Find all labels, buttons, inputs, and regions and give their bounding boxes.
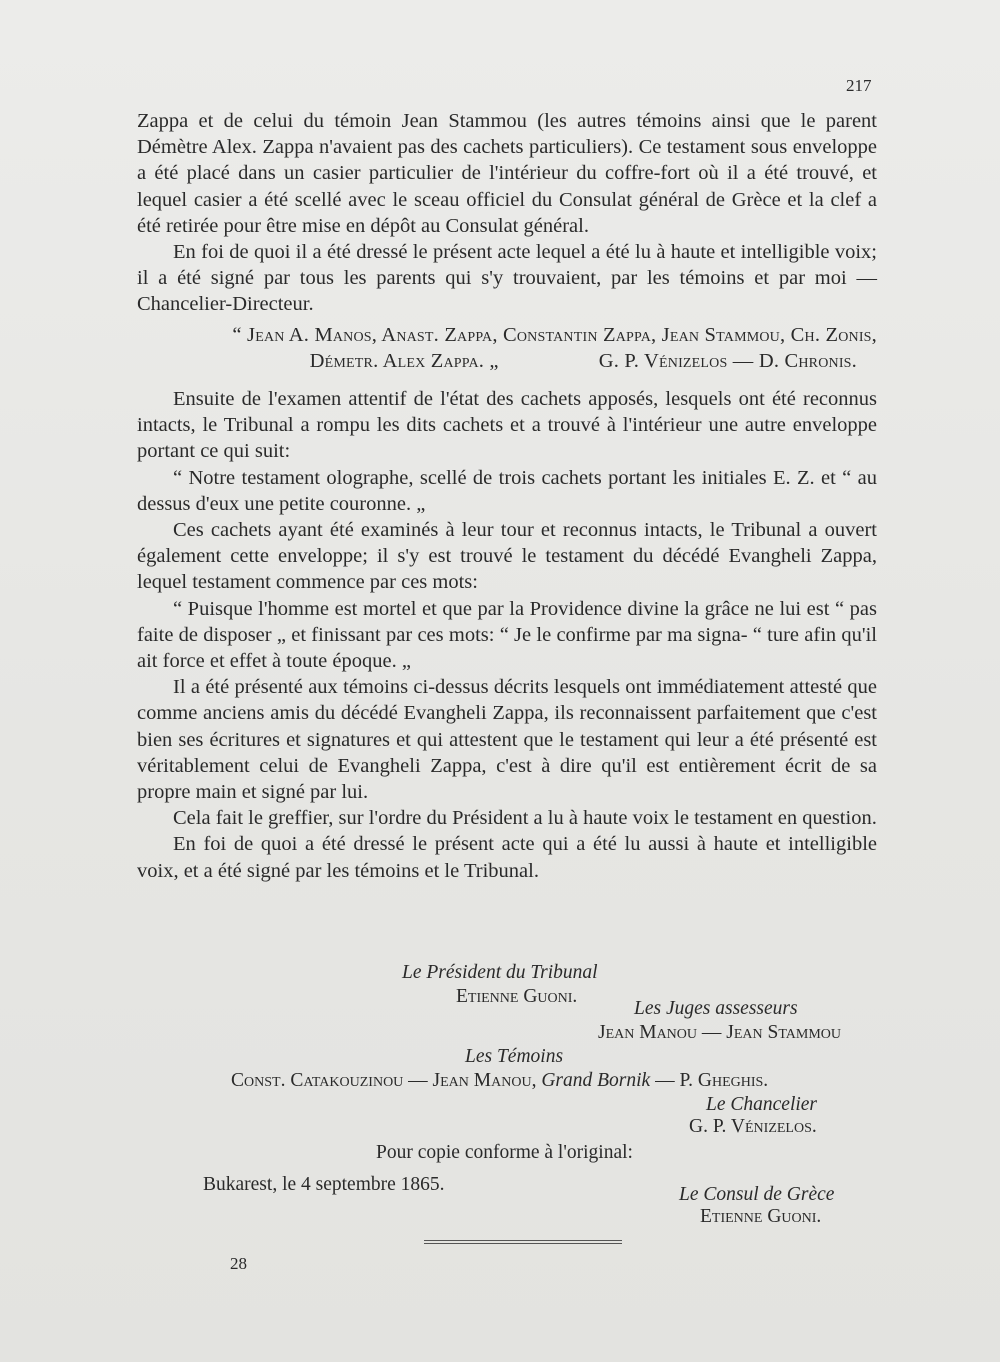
president-name: Etienne Guoni.: [456, 986, 578, 1007]
quotation: “ Puisque l'homme est mortel et que par la Providence divine la grâce ne lui est “ pas faite de disposer „ et finissant par ces mots: “ Je le confirme par ma signa- “ ture afin qu'il ait force et effet à toute époque. „: [137, 597, 877, 673]
paragraph: Il a été présenté aux témoins ci-dessus décrits lesquels ont immédiatement attesté que comme anciens amis du décédé Evangheli Zappa, ils reconnaissent parfaitement que c'est bien ses écritures et signatures et qui attestent que le testament qui leur a été présenté est véritablement celui de Evangheli Zappa, c'est à dire qu'il est entièrement écrit de sa propre main et signé par lui.: [137, 676, 877, 804]
signature-line: “ Jean A. Manos, Anast. Zappa, Constantin Zappa, Jean Stammou, Ch. Zonis,: [232, 323, 877, 346]
page-number: 217: [846, 76, 872, 95]
witnesses-names-part: — P. Gheghis.: [655, 1070, 769, 1091]
witnesses-names: [231, 1070, 768, 1092]
chancellor-title: Le Chancelier: [706, 1094, 818, 1115]
closing-rule: [424, 1240, 622, 1244]
paragraph: Ces cachets ayant été examinés à leur tour et reconnus intacts, le Tribunal a ouvert également cette enveloppe; il s'y est trouvé le testament du décédé Evangheli Zappa, lequel testament commence par ces mots:: [137, 519, 877, 594]
consul-title: Le Consul de Grèce: [679, 1184, 835, 1205]
signature-line: Démetr. Alex Zappa. „: [309, 349, 499, 372]
witnesses-names-part: Grand Bornik: [541, 1070, 651, 1091]
witnesses-title: Les Témoins: [465, 1046, 564, 1067]
paragraph: En foi de quoi a été dressé le présent acte qui a été lu aussi à haute et intelligible voix, et a été signé par les témoins et le Tribunal.: [137, 833, 877, 882]
president-title: Le Président du Tribunal: [402, 962, 598, 983]
witnesses-names-part: Const. Catakouzinou — Jean Manou,: [231, 1070, 537, 1091]
paragraph: Zappa et de celui du témoin Jean Stammou (les autres témoins ainsi que le parent Démètre Alex. Zappa n'avaient pas des cachets particuliers). Ce testament sous enveloppe a été placé dans un casier particulier de l'intérieur du coffre-fort où il a été trouvé, et lequel casier a été scellé avec le sceau officiel du Consulat général de Grèce et la clef a été retirée pour être mise en dépôt au Consulat général.: [137, 110, 877, 237]
paragraph: En foi de quoi il a été dressé le présent acte lequel a été lu à haute et intelligible voix; il a été signé par tous les parents qui s'y trouvaient, par les témoins et par moi — Chancelier-Directeur.: [137, 241, 877, 316]
paragraph: Cela fait le greffier, sur l'ordre du Président a lu à haute voix le testament en question.: [173, 807, 877, 830]
document-body: [137, 108, 877, 884]
signature-line: G. P. Vénizelos — D. Chronis.: [598, 349, 857, 372]
place-date: Bukarest, le 4 septembre 1865.: [203, 1174, 445, 1195]
judges-names: Jean Manou — Jean Stammou: [598, 1022, 842, 1043]
judges-title: Les Juges assesseurs: [634, 998, 798, 1019]
signature-block: [137, 322, 877, 374]
consul-name: Etienne Guoni.: [700, 1206, 822, 1227]
paragraph: Ensuite de l'examen attentif de l'état des cachets apposés, lesquels ont été reconnus intacts, le Tribunal a rompu les dits cachets et a trouvé à l'intérieur une autre enveloppe portant ce qui suit:: [137, 388, 877, 463]
quotation: “ Notre testament olographe, scellé de trois cachets portant les initiales E. Z. et “ au dessus d'eux une petite couronne. „: [137, 466, 877, 515]
copy-note: Pour copie conforme à l'original:: [376, 1142, 633, 1163]
signature-mark: 28: [230, 1254, 247, 1273]
chancellor-name: G. P. Vénizelos.: [689, 1116, 817, 1137]
